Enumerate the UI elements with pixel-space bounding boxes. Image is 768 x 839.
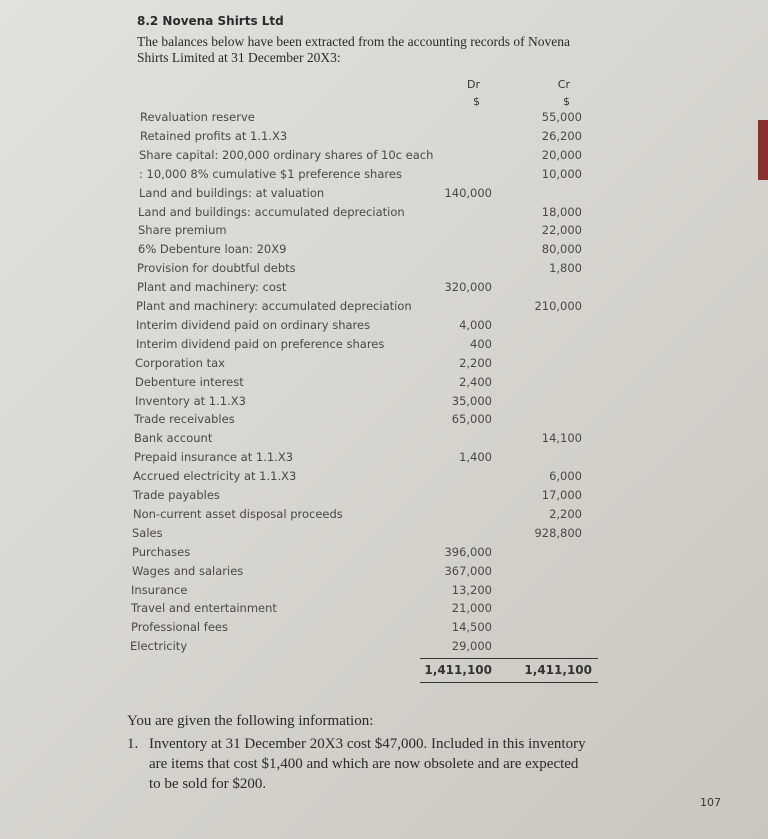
account-label: Trade payables [133,488,220,502]
account-label: Bank account [134,431,213,446]
table-row [0,601,768,619]
account-label: Wages and salaries [132,563,244,578]
table-row [0,148,768,166]
credit-amount: 22,000 [541,223,582,238]
debit-amount: 396,000 [444,544,492,559]
table-row [0,186,768,204]
credit-amount: 928,800 [534,525,582,540]
table-row [0,129,768,147]
totals-top-rule [420,658,598,659]
credit-amount: 18,000 [541,204,582,219]
debit-amount: 400 [470,336,492,351]
table-row [0,280,768,298]
table-row [0,488,768,506]
table-row [0,223,768,241]
debit-amount: 4,000 [459,317,492,332]
table-row [0,356,768,374]
account-label: Plant and machinery: accumulated depreciation [136,299,412,313]
credit-amount: 2,200 [549,506,582,521]
debit-amount: 2,200 [459,355,492,370]
credit-amount: 17,000 [541,488,582,502]
debit-amount: 14,500 [451,620,492,635]
account-label: Prepaid insurance at 1.1.X3 [134,450,294,465]
dr-unit-label: $ [473,95,480,108]
table-row [0,412,768,430]
account-label: Purchases [132,544,191,559]
credit-amount: 10,000 [541,166,582,181]
account-label: Electricity [130,639,188,654]
debit-amount: 367,000 [444,563,492,578]
table-row [0,394,768,412]
table-row [0,242,768,260]
credit-amount: 55,000 [541,110,582,124]
account-label: Insurance [131,582,188,597]
exercise-title: 8.2 Novena Shirts Ltd [137,14,284,28]
credit-amount: 1,800 [549,261,582,276]
table-row [0,583,768,601]
table-row [0,205,768,223]
debit-amount: 2,400 [459,374,492,389]
account-label: Trade receivables [134,412,235,427]
cr-column-header: Cr [557,78,570,91]
table-row [0,261,768,279]
table-row [0,431,768,449]
credit-amount: 80,000 [541,242,582,257]
debit-amount: 35,000 [451,393,492,408]
item-text: Inventory at 31 December 20X3 cost $47,000. Included in this inventory are items that cost $1,400 and which are now obsolete and are expected to be sold for $200. [149,736,586,792]
cr-unit-label: $ [563,95,570,108]
debit-amount: 65,000 [451,412,492,427]
account-label: Inventory at 1.1.X3 [135,393,246,408]
table-row [0,110,768,128]
credit-amount: 20,000 [541,147,582,162]
table-row [0,167,768,185]
account-label: Corporation tax [135,355,225,370]
account-label: Accrued electricity at 1.1.X3 [133,469,297,484]
given-information-heading: You are given the following information: [127,713,374,729]
account-label: Retained profits at 1.1.X3 [140,128,288,143]
table-row [0,564,768,582]
account-label: Travel and entertainment [131,601,277,616]
credit-amount: 210,000 [534,299,582,313]
debit-amount: 1,400 [459,450,492,465]
account-label: : 10,000 8% cumulative $1 preference shares [139,166,402,181]
debit-amount: 320,000 [444,280,492,295]
account-label: Land and buildings: accumulated depreciation [138,204,405,219]
debit-amount: 13,200 [451,582,492,597]
table-row [0,299,768,317]
account-label: 6% Debenture loan: 20X9 [138,242,287,257]
account-label: Plant and machinery: cost [137,280,287,295]
account-label: Professional fees [131,620,228,635]
account-label: Sales [132,525,163,540]
account-label: Share premium [138,223,227,238]
totals-bottom-rule [420,682,598,683]
intro-paragraph: The balances below have been extracted from the accounting records of Novena Shirts Limited at 31 December 20X3: [137,34,570,65]
table-row [0,639,768,657]
table-row [0,469,768,487]
account-label: Provision for doubtful debts [137,261,296,276]
credit-amount: 6,000 [549,469,582,484]
debit-amount: 21,000 [451,601,492,616]
account-label: Non-current asset disposal proceeds [133,506,343,521]
account-label: Debenture interest [135,374,244,389]
account-label: Interim dividend paid on preference shares [136,336,385,351]
credit-amount: 14,100 [541,431,582,446]
account-label: Interim dividend paid on ordinary shares [136,317,371,332]
table-row [0,545,768,563]
table-row [0,620,768,638]
account-label: Revaluation reserve [140,110,255,124]
total-cr: 1,411,100 [524,663,592,677]
dr-column-header: Dr [467,78,480,91]
table-row [0,337,768,355]
table-row [0,375,768,393]
debit-amount: 29,000 [451,639,492,654]
table-row [0,507,768,525]
page-number: 107 [700,796,721,809]
debit-amount: 140,000 [444,185,492,200]
table-row [0,526,768,544]
total-dr: 1,411,100 [424,663,492,677]
account-label: Land and buildings: at valuation [139,185,325,200]
table-row [0,318,768,336]
item-number: 1. [127,736,139,752]
credit-amount: 26,200 [541,128,582,143]
table-row [0,450,768,468]
account-label: Share capital: 200,000 ordinary shares of 10c each [139,147,434,162]
